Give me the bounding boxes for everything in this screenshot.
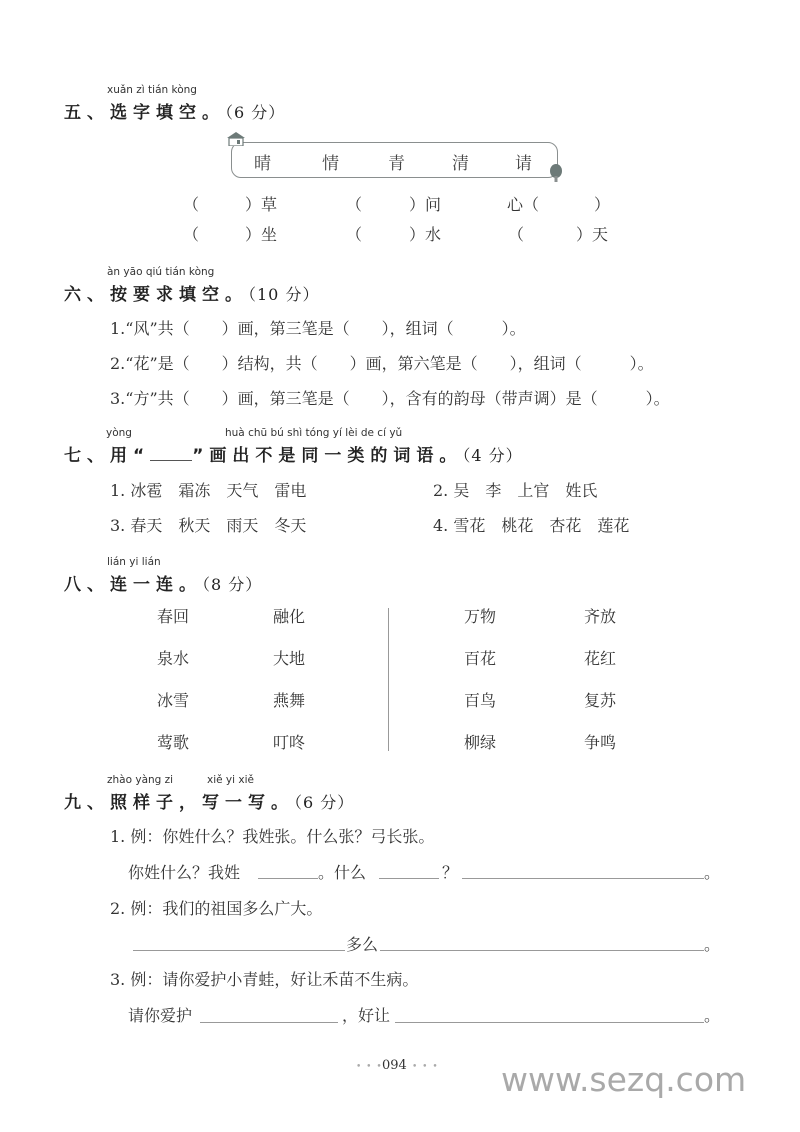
blank-close: ）问 (409, 195, 442, 214)
watermark: www.sezq.com (501, 1060, 747, 1099)
blank-open: （ (346, 195, 363, 214)
blank-open: （ (346, 225, 363, 244)
section6-heading (64, 280, 319, 305)
section8-pinyin: lián yi lián (107, 556, 161, 568)
period: 。 (704, 1006, 721, 1025)
answer-blank[interactable] (380, 950, 704, 951)
blank-open: （ (183, 225, 200, 244)
footer-dots-left: • • • (356, 1062, 383, 1072)
ex3-text-a: 请你爱护 (128, 1006, 193, 1025)
match-item[interactable]: 春回 (157, 607, 190, 626)
ex1-text-c: ？ (442, 863, 459, 882)
section7-pinyin-2: huà chū bú shì tóng yí lèi de cí yǔ (225, 427, 403, 439)
match-item[interactable]: 泉水 (157, 649, 190, 668)
answer-blank[interactable] (258, 878, 318, 879)
period: 。 (704, 863, 721, 882)
tree-icon (549, 163, 563, 183)
choice-char: 请 (515, 154, 532, 174)
section7-pinyin-1: yòng (106, 427, 132, 439)
section9-heading (64, 788, 354, 813)
match-item[interactable]: 冰雪 (157, 691, 190, 710)
choice-char: 晴 (254, 154, 271, 174)
blank-close: ）坐 (245, 225, 278, 244)
word-group: 4. 雪花 桃花 杏花 莲花 (433, 516, 630, 535)
section9-pinyin-1: zhào yàng zi (107, 774, 174, 786)
ex1-text-a: 你姓什么？我姓 (128, 863, 241, 882)
section5-score: （6 分） (225, 103, 286, 122)
blank-open: 心（ (507, 195, 540, 214)
ex3-text-b: ，好让 (342, 1006, 391, 1025)
section5-heading (64, 98, 285, 123)
section6-title: 六、按要求填空。 (64, 285, 248, 305)
word-group: 3. 春天 秋天 雨天 冬天 (110, 516, 307, 535)
section9-pinyin-2: xiě yi xiě (207, 774, 254, 786)
answer-blank[interactable] (133, 950, 345, 951)
match-item[interactable]: 万物 (464, 607, 497, 626)
footer-dots-right: • • • (412, 1062, 439, 1072)
example-1: 1. 例：你姓什么？我姓张。什么张？弓长张。 (110, 827, 435, 846)
match-divider (388, 608, 389, 751)
blank-open: （ (508, 225, 525, 244)
blank-open: （ (183, 195, 200, 214)
section6-pinyin: àn yāo qiú tián kòng (107, 266, 215, 278)
section8-score: （8 分） (202, 575, 263, 594)
match-item[interactable]: 齐放 (584, 607, 617, 626)
match-item[interactable]: 柳绿 (464, 733, 497, 752)
section7-title-suffix: ”画出不是同一类的词语。 (192, 446, 463, 466)
match-item[interactable]: 融化 (273, 607, 306, 626)
blank-close: ）天 (576, 225, 609, 244)
choice-char: 青 (388, 154, 405, 174)
question-line: 2.“花”是（ ）结构，共（ ）画，第六笔是（ ），组词（ ）。 (110, 354, 654, 373)
section9-score: （6 分） (294, 793, 355, 812)
example-2: 2. 例：我们的祖国多么广大。 (110, 899, 323, 918)
match-item[interactable]: 百花 (464, 649, 497, 668)
section7-title-prefix: 七、用“ (64, 446, 151, 466)
section5-title: 五、选字填空。 (64, 103, 225, 123)
match-item[interactable]: 叮咚 (273, 733, 306, 752)
choice-char: 情 (322, 154, 339, 174)
section7-heading (64, 441, 523, 466)
answer-blank[interactable] (395, 1022, 704, 1023)
ex1-text-b: 。什么 (318, 863, 367, 882)
section5-pinyin: xuǎn zì tián kòng (107, 84, 197, 96)
blank-close: ） (594, 195, 611, 214)
section8-title: 八、连一连。 (64, 575, 202, 595)
match-item[interactable]: 莺歌 (157, 733, 190, 752)
word-group: 1. 冰雹 霜冻 天气 雷电 (110, 481, 307, 500)
underline-sample (150, 446, 192, 461)
section9-title: 九、照样子，写一写。 (64, 793, 294, 813)
match-item[interactable]: 复苏 (584, 691, 617, 710)
house-icon (226, 132, 246, 146)
page-number: 094 (382, 1058, 407, 1073)
period: 。 (704, 935, 721, 954)
question-line: 1.“风”共（ ）画，第三笔是（ ），组词（ ）。 (110, 319, 526, 338)
match-item[interactable]: 燕舞 (273, 691, 306, 710)
section7-score: （4 分） (462, 446, 523, 465)
blank-close: ）草 (245, 195, 278, 214)
question-line: 3.“方”共（ ）画，第三笔是（ ），含有的韵母（带声调）是（ ）。 (110, 389, 670, 408)
section8-heading (64, 570, 262, 595)
answer-blank[interactable] (200, 1022, 338, 1023)
word-group: 2. 吴 李 上官 姓氏 (433, 481, 598, 500)
answer-blank[interactable] (462, 878, 704, 879)
answer-blank[interactable] (379, 878, 439, 879)
ex2-mid: 多么 (346, 935, 379, 954)
match-item[interactable]: 大地 (273, 649, 306, 668)
match-item[interactable]: 花红 (584, 649, 617, 668)
example-3: 3. 例：请你爱护小青蛙，好让禾苗不生病。 (110, 970, 419, 989)
choice-char: 清 (452, 154, 469, 174)
section6-score: （10 分） (248, 285, 320, 304)
match-item[interactable]: 争鸣 (584, 733, 617, 752)
blank-close: ）水 (409, 225, 442, 244)
match-item[interactable]: 百鸟 (464, 691, 497, 710)
